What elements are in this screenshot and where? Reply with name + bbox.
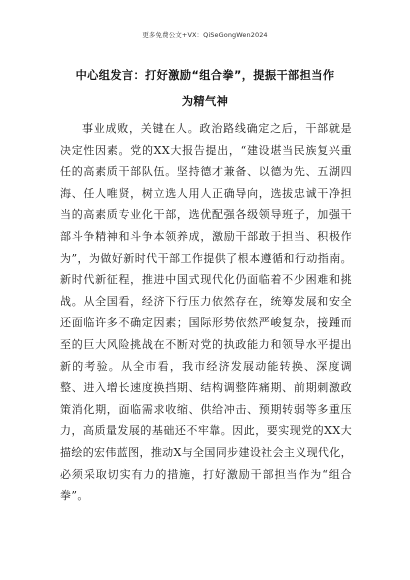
- document-title: 中心组发言：打好激励“组合拳”，提振干部担当作为精气神: [75, 69, 335, 108]
- header-note: 更多免费公文+VX：QiSeGongWen2024: [142, 31, 268, 39]
- body-paragraph: 事业成败，关键在人。政治路线确定之后，干部就是决定性因素。党的XX大报告提出，“建设堪当民族复兴重任的高素质干部队伍。坚持德才兼备、以德为先、五湖四海、任人唯贤，树立选人用人正确导向，选拔忠诚干净担当的高素质专业化干部，选优配强各级领导班子，加强干部斗争精神和斗争本领养成，激励干部敢于担当、积极作为”，为做好新时代干部工作提供了根本遵循和行动指南。新时代新征程，推进中国式现代化仍面临着不少困难和挑战。从全国看，经济下行压力依然存在，统筹发展和安全还面临许多不确定因素；国际形势依然严峻复杂，接踵而至的巨大风险挑战在不断对党的执政能力和领导水平提出新的考验。从全市看，我市经济发展动能转换、深度调整、进入增长速度换挡期、结构调整阵痛期、前期刺激政策消化期，面临需求收缩、供给冲击、预期转弱等多重压力，高质量发展的基础还不牢靠。因此，要实现党的XX大描绘的宏伟蓝图，推动X与全国同步建设社会主义现代化，必须采取切实有力的措施，打好激励干部担当作为“组合拳”。: [60, 122, 352, 503]
